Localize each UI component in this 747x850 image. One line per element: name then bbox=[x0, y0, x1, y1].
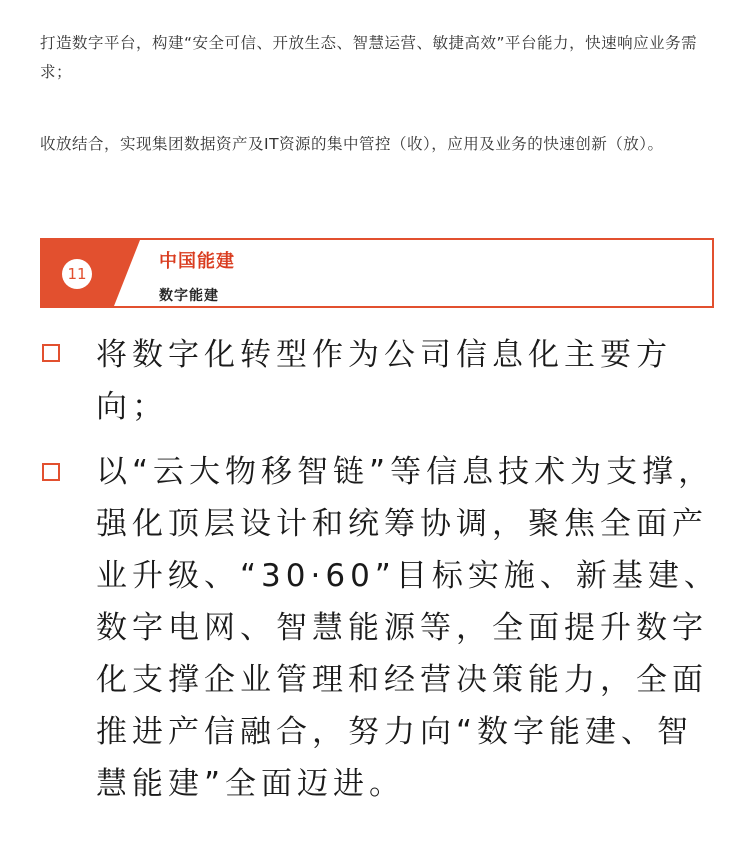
square-bullet-icon bbox=[42, 344, 60, 362]
intro-paragraph-2: 收放结合，实现集团数据资产及IT资源的集中管控（收），应用及业务的快速创新（放）。 bbox=[40, 135, 664, 153]
section-title: 中国能建 bbox=[159, 251, 235, 272]
bullet-text: 将数字化转型作为公司信息化主要方向； bbox=[96, 337, 672, 425]
intro-paragraph-1: 打造数字平台，构建“安全可信、开放生态、智慧运营、敏捷高效”平台能力，快速响应业务需求； bbox=[40, 34, 698, 81]
section-subtitle: 数字能建 bbox=[159, 288, 219, 304]
banner-tab-notch bbox=[114, 240, 140, 306]
square-bullet-icon bbox=[42, 463, 60, 481]
bullet-text: 以“云大物移智链”等信息技术为支撑，强化顶层设计和统筹协调，聚焦全面产业升级、“30·60”目标实施、新基建、数字电网、智慧能源等，全面提升数字化支撑企业管理和经营决策能力，全面推进产信融合，努力向“数字能建、智慧能建”全面迈进。 bbox=[96, 454, 720, 802]
section-banner bbox=[40, 238, 714, 308]
section-number-badge: 11 bbox=[62, 259, 92, 289]
